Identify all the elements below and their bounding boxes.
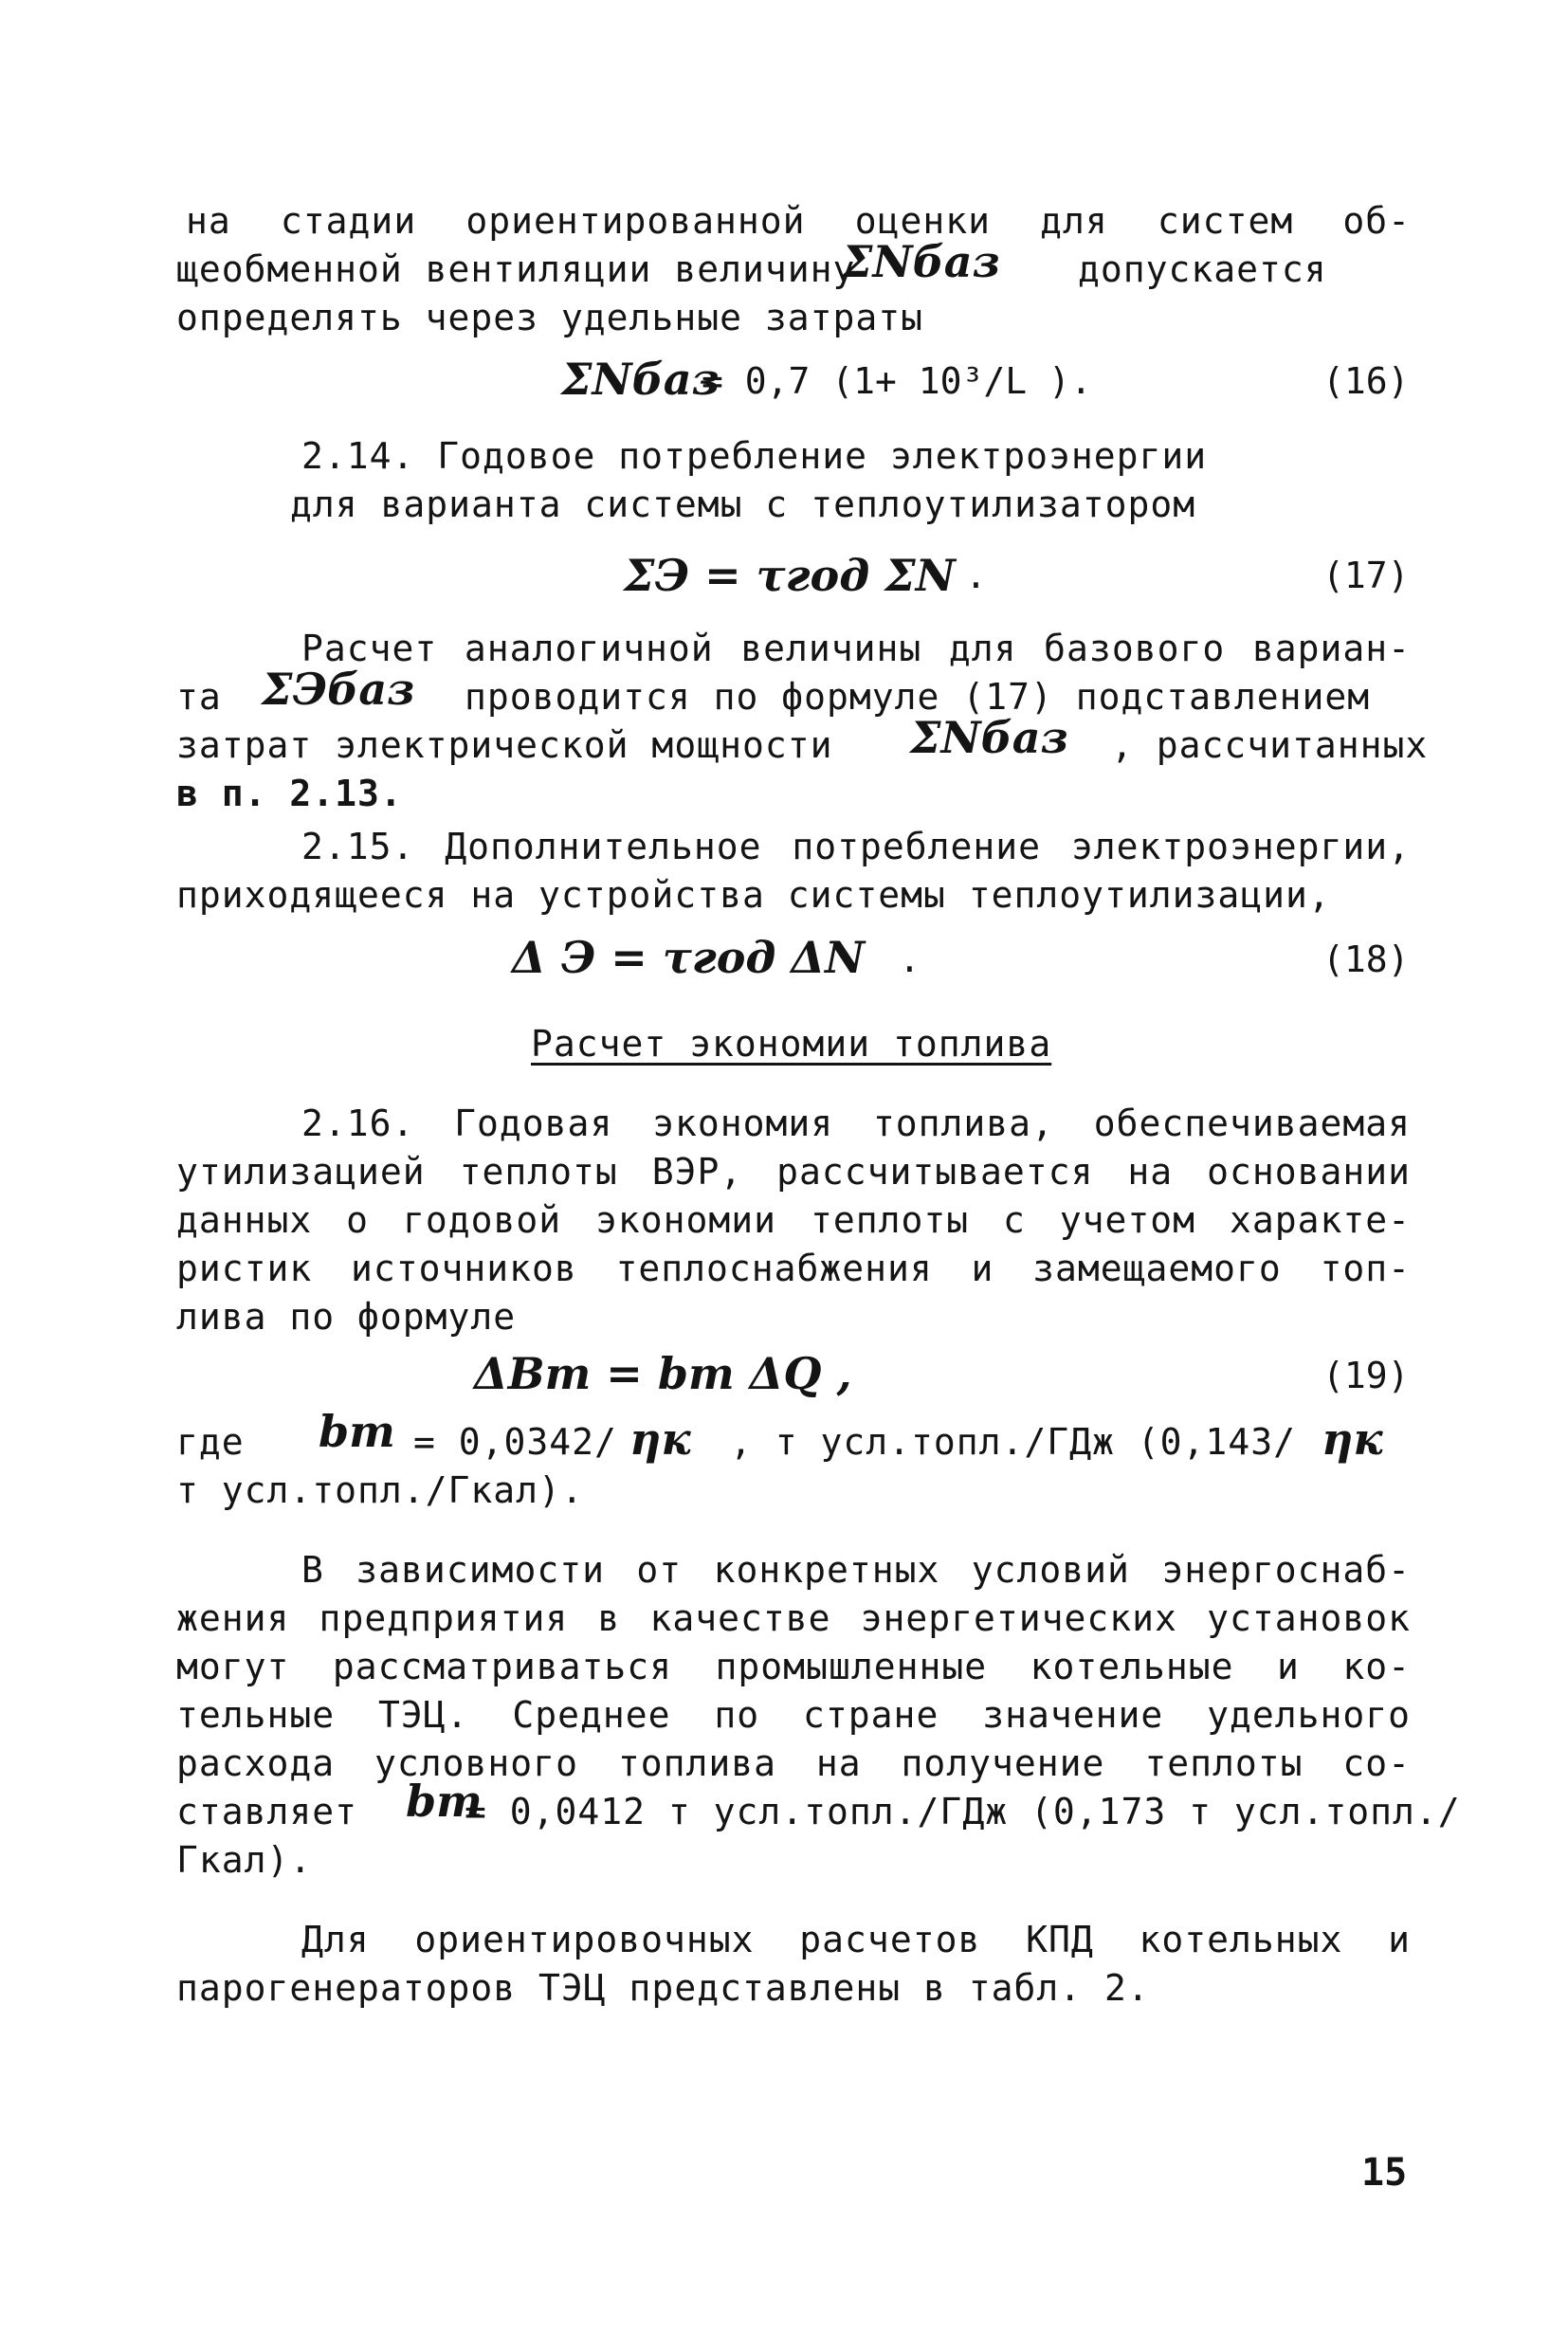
text-line: допускается [1078, 248, 1327, 290]
text-line: расхода условного топлива на получение теплоты со- [176, 1742, 1411, 1784]
formula-b-t: bт [319, 1406, 395, 1457]
section-2-14-line: 2.14. Годовое потребление электроэнергии [301, 435, 1208, 477]
formula-eta-k: ηк [629, 1413, 691, 1465]
page-number: 15 [1361, 2151, 1408, 2195]
equation-17: ΣЭ = τгод ΣN [624, 550, 956, 601]
formula-b-t: bт [406, 1776, 483, 1827]
section-2-15-line: 2.15. Дополнительное потребление электроэнергии, [301, 826, 1411, 867]
text-line: Для ориентировочных расчетов КПД котельных и [301, 1919, 1411, 1960]
equation-dot: . [965, 555, 987, 596]
equation-number: (19) [1322, 1355, 1410, 1396]
text-line: для варианта системы с теплоутилизатором [290, 483, 1196, 525]
equation-16-lhs: ΣNбаз [561, 354, 720, 405]
text-line: , т усл.топл./ГДж (0,143/ [730, 1421, 1296, 1463]
text-line: ставляет [176, 1791, 358, 1832]
text-line: приходящееся на устройства системы теплоутилизации, [176, 874, 1331, 916]
text-line: затрат электрической мощности [176, 724, 833, 766]
text-line: = 0,0412 т усл.топл./ГДж (0,173 т усл.топл./ [465, 1791, 1461, 1832]
text-line: лива по формуле [176, 1296, 517, 1338]
equation-dot: . [899, 939, 921, 980]
text-line: данных о годовой экономии теплоты с учетом характе- [176, 1199, 1411, 1241]
text-line: Расчет аналогичной величины для базового вариан- [301, 628, 1411, 669]
text-line: на стадии ориентированной оценки для систем об- [186, 200, 1411, 242]
equation-number: (17) [1322, 555, 1410, 596]
text-line: где [176, 1421, 245, 1463]
equation-19: ΔBт = bт ΔQ , [474, 1348, 852, 1399]
text-line: парогенераторов ТЭЦ представлены в табл. 2. [176, 1967, 1150, 2009]
formula-eta-k: ηк [1322, 1413, 1383, 1465]
equation-16-rhs: = 0,7 (1+ 10³/L ). [702, 360, 1092, 402]
equation-18: Δ Э = τгод ΔN [512, 932, 866, 983]
text-line: в п. 2.13. [176, 773, 403, 814]
text-line: В зависимости от конкретных условий энергоснаб- [301, 1549, 1411, 1591]
section-heading: Расчет экономии топлива [531, 1023, 1052, 1065]
text-line: жения предприятия в качестве энергетических установок [176, 1597, 1411, 1639]
formula-sum-n-baz: ΣNбаз [842, 236, 1000, 287]
text-line: утилизацией теплоты ВЭР, рассчитывается на основании [176, 1151, 1411, 1193]
text-line: ристик источников теплоснабжения и замещаемого топ- [176, 1248, 1411, 1289]
text-line: тельные ТЭЦ. Среднее по стране значение удельного [176, 1694, 1411, 1736]
text-line: щеобменной вентиляции величину [176, 248, 856, 290]
text-line: = 0,0342/ [413, 1421, 617, 1463]
text-line: та [176, 676, 222, 718]
equation-number: (16) [1322, 360, 1410, 402]
formula-sum-e-baz: ΣЭбаз [262, 664, 415, 715]
text-line: могут рассматриваться промышленные котельные и ко- [176, 1646, 1411, 1687]
text-line: т усл.топл./Гкал). [176, 1469, 584, 1511]
text-line: проводится по формуле (17) подставлением [465, 676, 1371, 718]
text-line: Гкал). [176, 1839, 313, 1881]
text-line: определять через удельные затраты [176, 297, 923, 338]
text-line: , рассчитанных [1111, 724, 1429, 766]
formula-sum-n-baz: ΣNбаз [910, 712, 1068, 763]
equation-number: (18) [1322, 939, 1410, 980]
section-2-16-line: 2.16. Годовая экономия топлива, обеспечиваемая [301, 1103, 1411, 1144]
